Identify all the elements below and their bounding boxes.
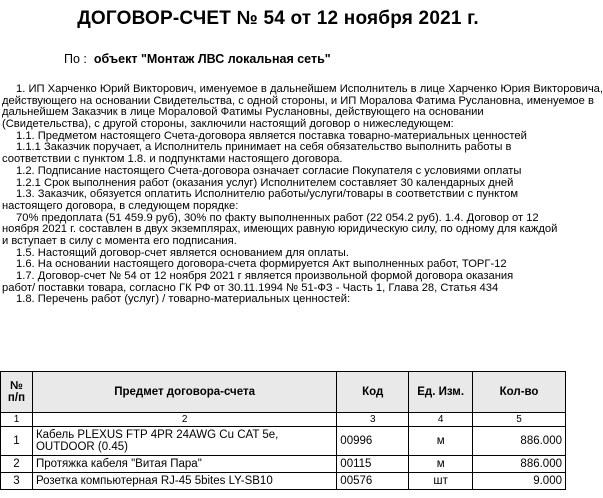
column-number: 3 <box>337 413 409 427</box>
paragraph-line: (Свидетельства), с другой стороны, заключили настоящий договор о нижеследующем: <box>2 118 454 131</box>
column-number: 2 <box>32 413 336 427</box>
header-number: № п/п <box>1 372 33 413</box>
row-qty: 9.000 <box>473 473 566 490</box>
header-unit: Ед. Изм. <box>409 372 473 413</box>
row-unit: шт <box>409 473 473 490</box>
column-number: 5 <box>473 413 566 427</box>
row-name: Протяжка кабеля "Витая Пара" <box>32 456 336 473</box>
table-row <box>1 427 566 456</box>
paragraph-line: 1.6. На основании настоящего договора-счета формируется Акт выполненных работ, ТОРГ-12 <box>16 258 507 271</box>
paragraph-line: соответствии с пунктом 1.8. и подпунктами настоящего договора. <box>2 153 343 166</box>
paragraph-line: 70% предоплата (51 459.9 руб), 30% по факту выполненных работ (22 054.2 руб). 1.4. Договор от 12 <box>16 211 539 224</box>
row-number: 1 <box>1 427 33 456</box>
paragraph-line: 1.1. Предметом настоящего Счета-договора является поставка товарно-материальных ценностей <box>16 129 527 142</box>
paragraph-line: и вступает в силу с момента его подписания. <box>2 234 237 247</box>
paragraph-line: 1.5. Настоящий договор-счет является основанием для оплаты. <box>16 246 349 259</box>
column-number-row <box>1 413 566 427</box>
paragraph-line: действующего на основании Свидетельства, с одной стороны, и ИП Моралова Фатима Руслановна, именуемое в <box>2 94 594 107</box>
paragraph-line: 1.8. Перечень работ (услуг) / товарно-материальных ценностей: <box>16 293 351 306</box>
row-number: 3 <box>1 473 33 490</box>
row-name: Розетка компьютерная RJ-45 5bites LY-SB10 <box>32 473 336 490</box>
contract-body <box>2 83 603 306</box>
paragraph-line: дальнейшем Заказчик в лице Мораловой Фатимы Руслановны, действующего на основании <box>2 106 484 119</box>
paragraph-line: 1.7. Договор-счет № 54 от 12 ноября 2021 г является произвольной формой договора оказания <box>16 270 514 282</box>
table-row <box>1 473 566 490</box>
header-qty: Кол-во <box>473 372 566 413</box>
paragraph-line: 1.3. Заказчик, обязуется оплатить Исполнителю работы/услуги/товары в соответствии с пунктом <box>16 188 519 201</box>
paragraph-line: ноября 2021 г. составлен в двух экземплярах, имеющих равную юридическую силу, по одному для каждой <box>2 223 558 236</box>
row-unit: м <box>409 456 473 473</box>
row-unit: м <box>409 427 473 456</box>
object-name: объект "Монтаж ЛВС локальная сеть" <box>93 52 331 66</box>
paragraph-line: 1.1.1 Заказчик поручает, а Исполнитель принимает на себя обязательство выполнить работы в <box>16 141 512 154</box>
paragraph-line: 1. ИП Харченко Юрий Викторович, именуемое в дальнейшем Исполнитель в лице Харченко Юрия Викторовича, <box>16 83 603 95</box>
column-number: 4 <box>409 413 473 427</box>
paragraph-line: работ/ поставки товара, согласно ГК РФ от 30.11.1994 № 51-ФЗ - Часть 1, Глава 28, Статья 434 <box>2 281 499 294</box>
row-code: 00115 <box>337 456 409 473</box>
header-code: Код <box>337 372 409 413</box>
row-code: 00996 <box>337 427 409 456</box>
header-subject: Предмет договора-счета <box>32 372 336 413</box>
row-name: Кабель PLEXUS FTP 4PR 24AWG Cu CAT 5e, OUTDOOR (0.45) <box>32 427 336 456</box>
paragraph-line: 1.2. Подписание настоящего Счета-договора означает согласие Покупателя с условиями оплаты <box>16 164 522 177</box>
items-table <box>0 371 566 490</box>
table-header-row <box>1 372 566 413</box>
table-row <box>1 456 566 473</box>
row-qty: 886.000 <box>473 427 566 456</box>
row-number: 2 <box>1 456 33 473</box>
row-code: 00576 <box>337 473 409 490</box>
object-prefix: По : <box>64 52 87 66</box>
row-qty: 886.000 <box>473 456 566 473</box>
object-line <box>64 52 331 66</box>
paragraph-line: 1.2.1 Срок выполнения работ (оказания услуг) Исполнителем составляет 30 календарных дней <box>16 176 514 189</box>
column-number: 1 <box>1 413 33 427</box>
paragraph-line: настоящего договора, в следующем порядке: <box>2 199 239 212</box>
document-title: ДОГОВОР-СЧЕТ № 54 от 12 ноября 2021 г. <box>77 8 479 29</box>
